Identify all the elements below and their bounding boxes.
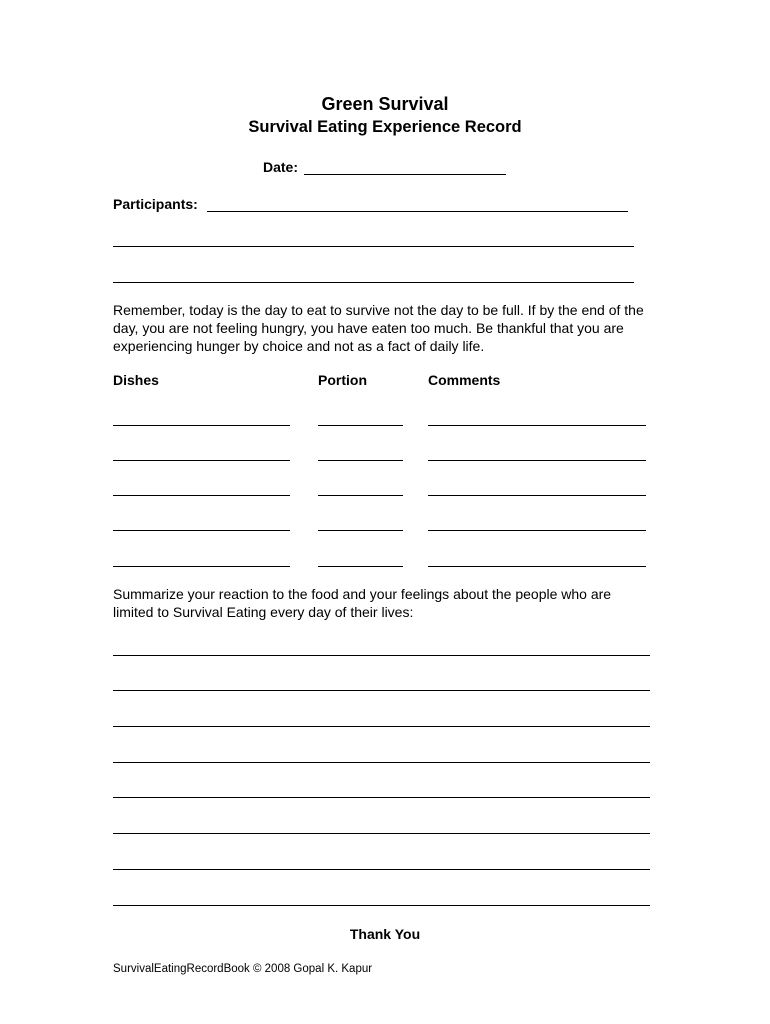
page-subtitle: Survival Eating Experience Record: [248, 118, 522, 136]
participants-blank-line[interactable]: [113, 282, 634, 283]
comments-header: Comments: [428, 372, 501, 388]
comment-blank-line[interactable]: [428, 566, 646, 567]
dishes-header: Dishes: [113, 372, 159, 388]
summary-blank-line[interactable]: [113, 690, 650, 691]
portion-blank-line[interactable]: [318, 425, 403, 426]
portion-blank-line[interactable]: [318, 495, 403, 496]
dish-blank-line[interactable]: [113, 566, 290, 567]
portion-blank-line[interactable]: [318, 530, 403, 531]
comment-blank-line[interactable]: [428, 530, 646, 531]
summary-blank-line[interactable]: [113, 869, 650, 870]
summary-blank-line[interactable]: [113, 833, 650, 834]
comment-blank-line[interactable]: [428, 495, 646, 496]
dish-blank-line[interactable]: [113, 530, 290, 531]
portion-blank-line[interactable]: [318, 460, 403, 461]
summary-prompt-line: Summarize your reaction to the food and your feelings about the people who are: [113, 586, 612, 602]
dish-blank-line[interactable]: [113, 425, 290, 426]
comment-blank-line[interactable]: [428, 460, 646, 461]
page-title: Green Survival: [321, 94, 449, 114]
date-blank-line[interactable]: [304, 174, 506, 175]
summary-blank-line[interactable]: [113, 905, 650, 906]
participants-label: Participants:: [113, 196, 198, 212]
summary-blank-line[interactable]: [113, 726, 650, 727]
summary-blank-line[interactable]: [113, 797, 650, 798]
participants-blank-line[interactable]: [207, 211, 628, 212]
participants-blank-line[interactable]: [113, 246, 634, 247]
summary-prompt-line: limited to Survival Eating every day of their lives:: [113, 604, 414, 620]
thank-you-text: Thank You: [349, 926, 421, 942]
instruction-paragraph: Remember, today is the day to eat to survive not the day to be full. If by the end of the day, you are not feeling hungry, you have eaten too much. Be thankful that you are experiencing hunger by choice and not as a fact of daily life.: [113, 302, 644, 354]
dish-blank-line[interactable]: [113, 495, 290, 496]
summary-blank-line[interactable]: [113, 655, 650, 656]
footer-copyright: SurvivalEatingRecordBook © 2008 Gopal K. Kapur: [113, 963, 373, 975]
portion-blank-line[interactable]: [318, 566, 403, 567]
date-label: Date:: [263, 159, 299, 175]
summary-blank-line[interactable]: [113, 762, 650, 763]
portion-header: Portion: [318, 372, 367, 388]
dish-blank-line[interactable]: [113, 460, 290, 461]
comment-blank-line[interactable]: [428, 425, 646, 426]
